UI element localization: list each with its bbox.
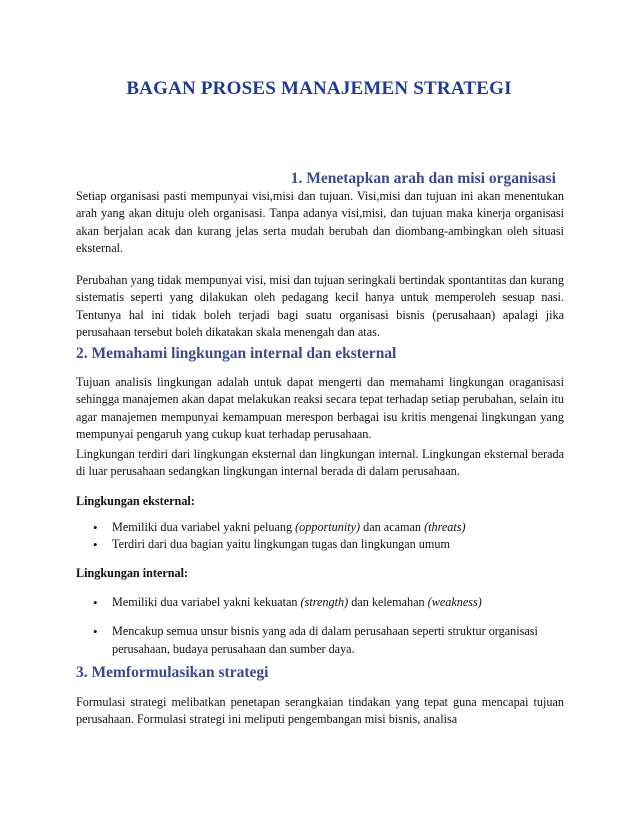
section-2-paragraph-2: Lingkungan terdiri dari lingkungan eksternal dan lingkungan internal. Lingkungan eksternal berada di luar perusahaan sedangkan lingkungan internal berada di dalam perusahaan. [76, 447, 564, 479]
section-3-paragraph-1: Formulasi strategi melibatkan penetapan serangkaian tindakan yang tepat guna mencapai tujuan perusahaan. Formulasi strategi ini meliputi pengembangan misi bisnis, analisa [76, 695, 564, 727]
list-item: • Terdiri dari dua bagian yaitu lingkungan tugas dan lingkungan umum [76, 536, 566, 553]
list-item: • Mencakup semua unsur bisnis yang ada di dalam perusahaan seperti struktur organisasi perusahaan, budaya perusahaan dan sumber daya. [76, 623, 566, 658]
section-1-heading: 1. Menetapkan arah dan misi organisasi [290, 170, 556, 187]
list-item: • Memiliki dua variabel yakni kekuatan (strength) dan kelemahan (weakness) [76, 594, 566, 611]
section-3-heading: 3. Memformulasikan strategi [76, 664, 269, 681]
external-label: Lingkungan eksternal: [76, 494, 195, 508]
page-title: BAGAN PROSES MANAJEMEN STRATEGI [126, 78, 512, 99]
section-1-paragraph-2: Perubahan yang tidak mempunyai visi, misi dan tujuan seringkali bertindak spontantitas dan kurang sistematis seperti yang dilakukan oleh pedagang kecil hanya untuk memperoleh sesuap nasi. Tentunya hal ini tidak boleh terjadi bagi suatu organisasi bisnis (perusahaan) apalagi jika perusahaan tersebut boleh dikatakan skala menengah dan atas. [76, 273, 564, 339]
external-list [76, 519, 566, 554]
section-2-heading: 2. Memahami lingkungan internal dan eksternal [76, 345, 397, 362]
internal-label: Lingkungan internal: [76, 566, 189, 580]
section-2-paragraph-1: Tujuan analisis lingkungan adalah untuk dapat mengerti dan memahami lingkungan oraganisasi sehingga manajemen akan dapat melakukan reaksi secara tepat terhadap setiap perubahan, selain itu agar manajemen mempunyai kemampuan merespon berbagai isu kritis mengenai lingkungan yang mempunyai pengaruh yang cukup kuat terhadap perusahaan. [76, 375, 564, 441]
list-item: • Memiliki dua variabel yakni peluang (opportunity) dan acaman (threats) [76, 519, 566, 536]
section-1-paragraph-1: Setiap organisasi pasti mempunyai visi,misi dan tujuan. Visi,misi dan tujuan ini akan menentukan arah yang akan dituju oleh organisasi. Tanpa adanya visi,misi, dan tujuan maka kinerja organisasi akan berjalan acak dan kurang jelas serta mudah berubah dan diombang-ambingkan oleh situasi eksternal. [76, 189, 564, 255]
internal-list [76, 594, 566, 658]
